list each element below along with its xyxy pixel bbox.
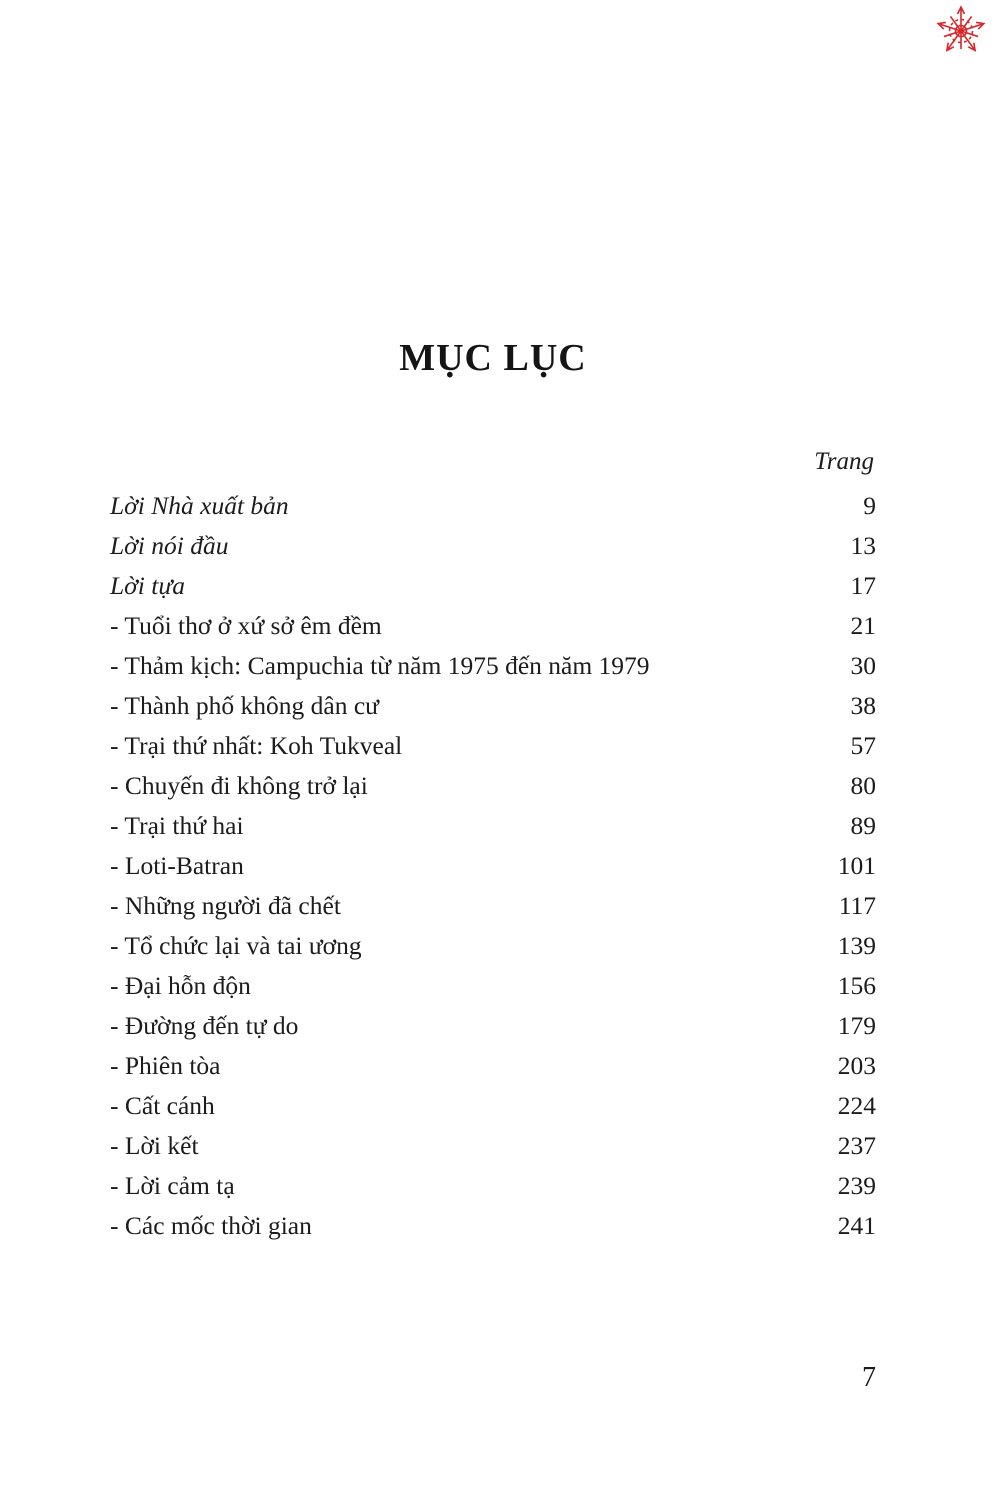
- toc-entry-page: 9: [863, 491, 876, 520]
- folio-page-number: 7: [862, 1362, 876, 1393]
- toc-entry-label: - Tuổi thơ ở xứ sở êm đềm: [110, 611, 382, 640]
- page-title: MỤC LỤC: [399, 337, 587, 379]
- toc-entry-label: - Những người đã chết: [110, 891, 341, 920]
- toc-entry-label: Lời tựa: [110, 571, 185, 600]
- toc-entry-page: 117: [838, 891, 876, 920]
- toc-entry: [110, 846, 876, 886]
- toc-entry-page: 241: [837, 1211, 876, 1240]
- toc-entry-page: 89: [850, 811, 876, 840]
- toc-entry-page: 30: [850, 651, 876, 680]
- toc-entry-label: Lời nói đầu: [110, 531, 229, 560]
- toc-entry-label: - Thành phố không dân cư: [110, 691, 380, 720]
- toc-entry-label: - Trại thứ hai: [110, 811, 244, 840]
- toc-entry: [110, 486, 876, 526]
- toc-entry-page: 57: [850, 731, 876, 760]
- toc-entry-label: - Đường đến tự do: [110, 1011, 299, 1040]
- toc-entry-label: - Lời kết: [110, 1131, 199, 1160]
- toc-entry: [110, 646, 876, 686]
- toc-entry-page: 38: [850, 691, 876, 720]
- toc-entry-label: - Cất cánh: [110, 1091, 215, 1120]
- toc-entry-label: - Phiên tòa: [110, 1051, 221, 1080]
- toc-entry: [110, 526, 876, 566]
- toc-entry-page: 13: [850, 531, 876, 560]
- toc-entry: [110, 726, 876, 766]
- toc-entry-page: 156: [837, 971, 876, 1000]
- toc-entry: [110, 606, 876, 646]
- publisher-star-icon: [934, 4, 988, 58]
- toc-entry-label: - Trại thứ nhất: Koh Tukveal: [110, 731, 403, 760]
- toc-entry: [110, 1006, 876, 1046]
- toc-entry-label: - Loti-Batran: [110, 851, 244, 880]
- toc-entry: [110, 1126, 876, 1166]
- toc-entry: [110, 926, 876, 966]
- toc-entry-page: 237: [837, 1131, 876, 1160]
- toc-entry-page: 203: [837, 1051, 876, 1080]
- toc-entry: [110, 1166, 876, 1206]
- toc-entry: [110, 966, 876, 1006]
- toc-entry-label: Lời Nhà xuất bản: [110, 491, 289, 520]
- toc-list: [110, 486, 876, 1246]
- toc-entry: [110, 566, 876, 606]
- toc-entry-label: - Lời cảm tạ: [110, 1171, 235, 1200]
- toc-entry-page: 239: [837, 1171, 876, 1200]
- page-column-header: Trang: [814, 448, 874, 475]
- toc-entry: [110, 1046, 876, 1086]
- toc-entry: [110, 1206, 876, 1246]
- toc-entry: [110, 806, 876, 846]
- toc-entry: [110, 686, 876, 726]
- toc-entry-label: - Các mốc thời gian: [110, 1211, 312, 1240]
- toc-page: [110, 336, 876, 1246]
- toc-entry: [110, 1086, 876, 1126]
- toc-entry-page: 80: [850, 771, 876, 800]
- toc-entry-label: - Tổ chức lại và tai ương: [110, 931, 362, 960]
- toc-entry-page: 139: [837, 931, 876, 960]
- toc-entry-page: 101: [837, 851, 876, 880]
- toc-entry-label: - Đại hỗn độn: [110, 971, 251, 1000]
- toc-entry-page: 224: [837, 1091, 876, 1120]
- toc-entry: [110, 766, 876, 806]
- toc-entry-label: - Chuyến đi không trở lại: [110, 771, 368, 800]
- toc-entry-page: 21: [850, 611, 876, 640]
- toc-entry-label: - Thảm kịch: Campuchia từ năm 1975 đến năm 1979: [110, 651, 650, 680]
- toc-entry: [110, 886, 876, 926]
- toc-entry-page: 179: [837, 1011, 876, 1040]
- toc-entry-page: 17: [850, 571, 876, 600]
